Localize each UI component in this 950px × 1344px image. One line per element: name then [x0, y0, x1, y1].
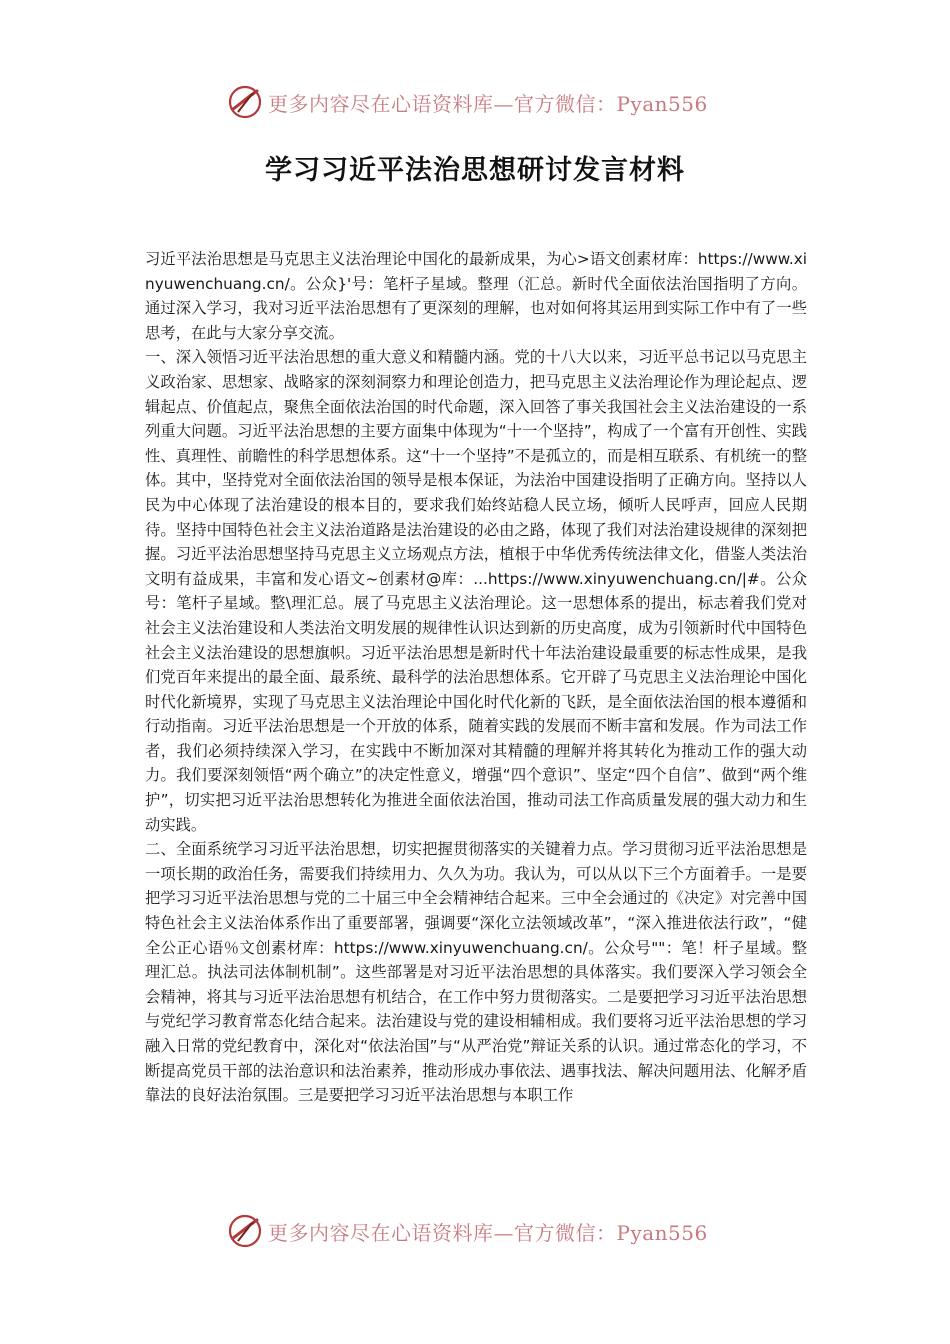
paragraph-intro: 习近平法治思想是马克思主义法治理论中国化的最新成果，为心>语文创素材库：https://www.xinyuwenchuang.cn/。公众}'号：笔杆子星域。整理（汇总。新时代全面依法治国指明了方向。通过深入学习，我对习近平法治思想有了更深刻的理解，也对如何将其运用到实际工作中有了一些思考，在此与大家分享交流。 — [145, 250, 807, 342]
pen-swoosh-logo-icon — [228, 85, 262, 119]
pen-swoosh-logo-icon — [228, 1214, 262, 1248]
paragraph-section-2: 二、全面系统学习习近平法治思想，切实把握贯彻落实的关键着力点。学习贯彻习近平法治思想是一项长期的政治任务，需要我们持续用力、久久为功。我认为，可以从以下三个方面着手。一是要把学习习近平法治思想与党的二十届三中全会精神结合起来。三中全会通过的《决定》对完善中国特色社会主义法治体系作出了重要部署，强调要“深化立法领域改革”，“深入推进依法行政”，“健全公正心语％文创素材库：https://www.xinyuwenchuang.cn/。公众号""：笔！杆子星域。整理汇总。执法司法体制机制”。这些部署是对习近平法治思想的具体落实。我们要深入学习领会全会精神，将其与习近平法治思想有机结合，在工作中努力贯彻落实。二是要把学习习近平法治思想与党纪学习教育常态化结合起来。法治建设与党的建设相辅相成。我们要将习近平法治思想的学习融入日常的党纪教育中，深化对“依法治国”与“从严治党”辩证关系的认识。通过常态化的学习，不断提高党员干部的法治意识和法治素养，推动形成办事依法、遇事找法、解决问题用法、化解矛盾靠法的良好法治氛围。三是要把学习习近平法治思想与本职工作 — [145, 840, 807, 1105]
header-watermark-banner — [228, 82, 748, 122]
watermark-text: 更多内容尽在心语资料库—官方微信：Pyan556 — [268, 91, 708, 116]
paragraph-section-1: 一、深入领悟习近平法治思想的重大意义和精髓内涵。党的十八大以来，习近平总书记以马克思主义政治家、思想家、战略家的深刻洞察力和理论创造力，把马克思主义法治理论作为理论起点、逻辑起点、价值起点，聚焦全面依法治国的时代命题，深入回答了事关我国社会主义法治建设的一系列重大问题。习近平法治思想的主要方面集中体现为“十一个坚持”，构成了一个富有开创性、实践性、真理性、前瞻性的科学思想体系。这“十一个坚持”不是孤立的，而是相互联系、有机统一的整体。其中，坚持党对全面依法治国的领导是根本保证，为法治中国建设指明了正确方向。坚持以人民为中心体现了法治建设的根本目的，要求我们始终站稳人民立场，倾听人民呼声，回应人民期待。坚持中国特色社会主义法治道路是法治建设的必由之路，体现了我们对法治建设规律的深刻把握。习近平法治思想坚持马克思主义立场观点方法，植根于中华优秀传统法律文化，借鉴人类法治文明有益成果，丰富和发心语文~创素材@库：...https://www.xinyuwenchuang.cn/|#。公众号：笔杆子星域。整\理汇总。展了马克思主义法治理论。这一思想体系的提出，标志着我们党对社会主义法治建设和人类法治文明发展的规律性认识达到新的历史高度，成为引领新时代中国特色社会主义法治建设的思想旗帜。习近平法治思想是新时代十年法治建设最重要的标志性成果，是我们党百年来提出的最全面、最系统、最科学的法治思想体系。它开辟了马克思主义法治理论中国化时代化新境界，实现了马克思主义法治理论中国化时代化新的飞跃，是全面依法治国的根本遵循和行动指南。习近平法治思想是一个开放的体系，随着实践的发展而不断丰富和发展。作为司法工作者，我们必须持续深入学习，在实践中不断加深对其精髓的理解并将其转化为推动工作的强大动力。我们要深刻领悟“两个确立”的决定性意义，增强“四个意识”、坚定“四个自信”、做到“两个维护”，切实把习近平法治思想转化为推进全面依法治国，推动司法工作高质量发展的强大动力和生动实践。 — [145, 348, 807, 834]
page-title: 学习习近平法治思想研讨发言材料 — [265, 155, 685, 186]
footer-watermark-banner — [228, 1211, 748, 1251]
document-body — [145, 247, 807, 1192]
watermark-text: 更多内容尽在心语资料库—官方微信：Pyan556 — [268, 1220, 708, 1245]
